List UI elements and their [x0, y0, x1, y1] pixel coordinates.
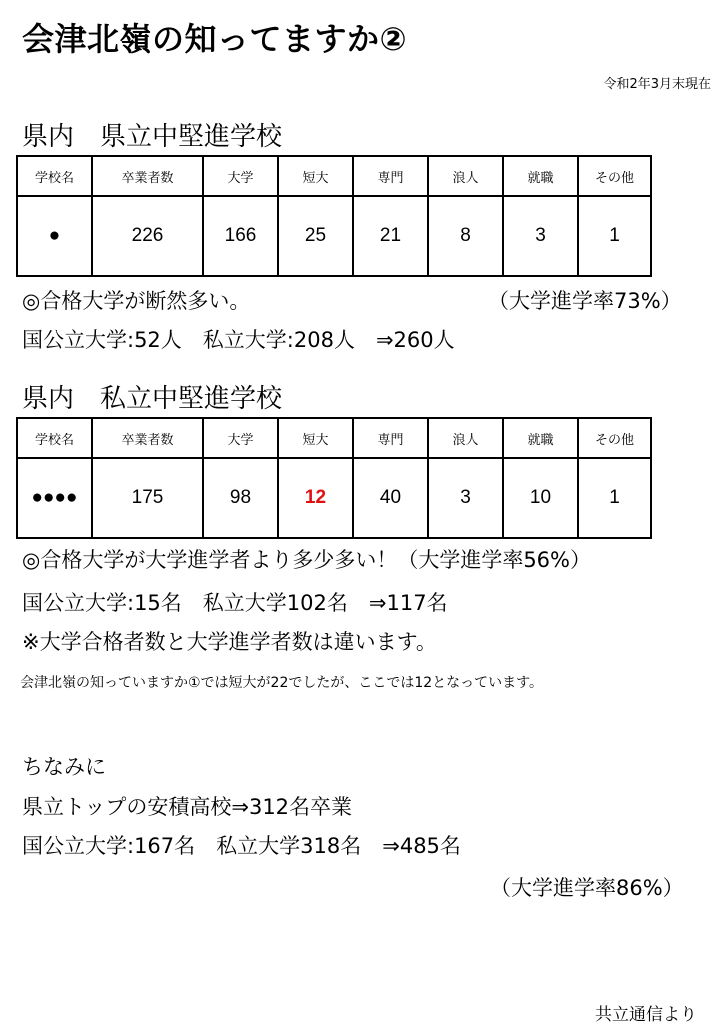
section2-counts: 国公立大学:15名 私立大学102名 ⇒117名	[22, 591, 448, 615]
cell-graduates: 226	[92, 196, 203, 276]
col-header-university: 大学	[203, 418, 278, 458]
col-header-vocational: 専門	[353, 156, 428, 196]
table-header-row	[17, 418, 651, 458]
extra-rate: （大学進学率86%）	[490, 876, 684, 900]
cell-junior-college: 25	[278, 196, 353, 276]
section2-note: ◎合格大学が大学進学者より多少多い！（大学進学率56%）	[22, 548, 591, 572]
col-header-junior-college: 短大	[278, 156, 353, 196]
col-header-employment: 就職	[503, 156, 578, 196]
table-row	[17, 196, 651, 276]
section2-table	[16, 417, 652, 539]
section2-remark: ※大学合格者数と大学進学者数は違います。	[22, 630, 437, 654]
col-header-graduates: 卒業者数	[92, 418, 203, 458]
extra-top-school: 県立トップの安積高校⇒312名卒業	[22, 795, 353, 819]
cell-employment: 10	[503, 458, 578, 538]
cell-school: ●	[17, 196, 92, 276]
cell-other: 1	[578, 458, 651, 538]
col-header-ronin: 浪人	[428, 418, 503, 458]
cell-employment: 3	[503, 196, 578, 276]
cell-ronin: 3	[428, 458, 503, 538]
as-of-date: 令和2年3月末現在	[603, 77, 711, 92]
extra-heading: ちなみに	[22, 755, 106, 779]
section1-heading: 県内 県立中堅進学校	[22, 122, 283, 152]
page-title: 会津北嶺の知ってますか②	[22, 20, 408, 58]
section1-table	[16, 155, 652, 277]
col-header-junior-college: 短大	[278, 418, 353, 458]
table-row	[17, 458, 651, 538]
source-credit: 共立通信より	[595, 1005, 697, 1025]
col-header-graduates: 卒業者数	[92, 156, 203, 196]
cell-university: 166	[203, 196, 278, 276]
section1-rate: （大学進学率73%）	[488, 289, 682, 313]
col-header-vocational: 専門	[353, 418, 428, 458]
cell-vocational: 21	[353, 196, 428, 276]
cell-university: 98	[203, 458, 278, 538]
col-header-employment: 就職	[503, 418, 578, 458]
col-header-other: その他	[578, 156, 651, 196]
table-header-row	[17, 156, 651, 196]
section1-note: ◎合格大学が断然多い。	[22, 289, 251, 313]
cell-school: ●●●●	[17, 458, 92, 538]
section1-counts: 国公立大学:52人 私立大学:208人 ⇒260人	[22, 328, 455, 352]
col-header-school: 学校名	[17, 156, 92, 196]
col-header-other: その他	[578, 418, 651, 458]
section2-heading: 県内 私立中堅進学校	[22, 384, 283, 414]
cell-junior-college-highlighted: 12	[278, 458, 353, 538]
cell-ronin: 8	[428, 196, 503, 276]
cell-vocational: 40	[353, 458, 428, 538]
col-header-school: 学校名	[17, 418, 92, 458]
extra-counts: 国公立大学:167名 私立大学318名 ⇒485名	[22, 834, 461, 858]
cell-graduates: 175	[92, 458, 203, 538]
section2-small-note: 会津北嶺の知っていますか①では短大が22でしたが、ここでは12となっています。	[20, 675, 544, 691]
col-header-ronin: 浪人	[428, 156, 503, 196]
cell-other: 1	[578, 196, 651, 276]
col-header-university: 大学	[203, 156, 278, 196]
